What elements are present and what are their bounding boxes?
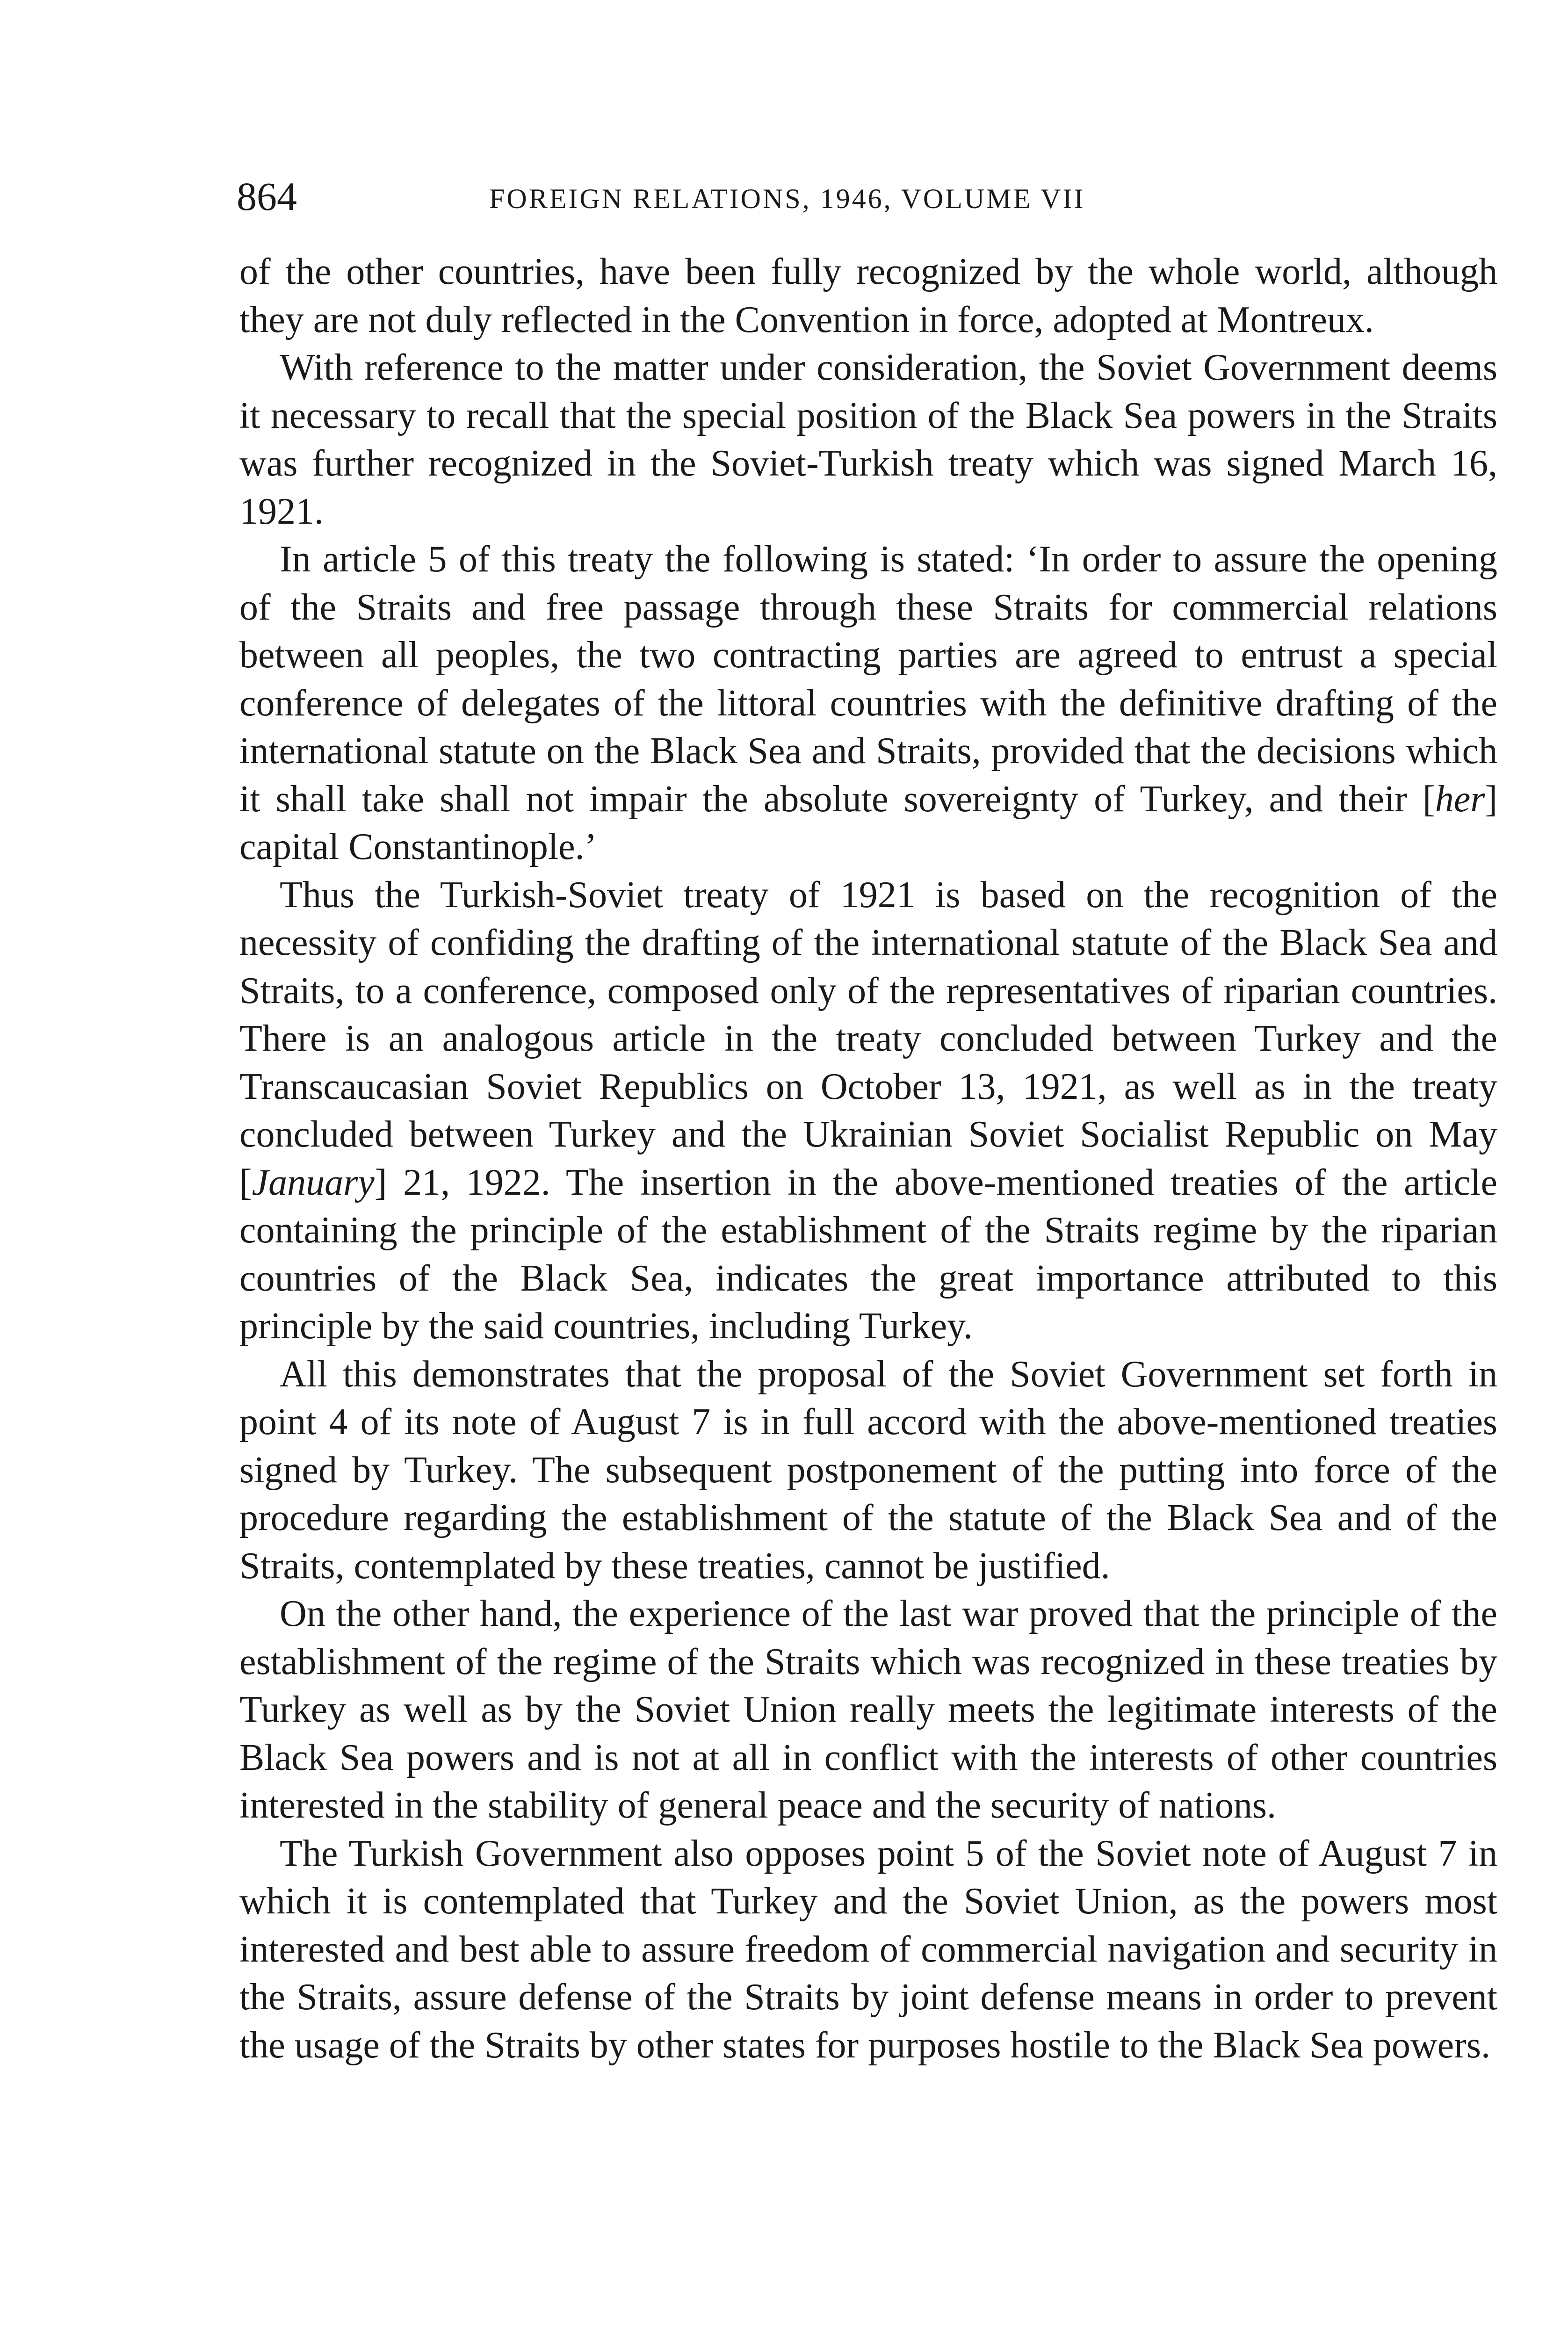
paragraph-4 [239,871,1497,1350]
paragraph-1-text: of the other countries, have been fully recognized by the whole world, although they are not duly reflected in the Convention in force, adopted at Montreux. [239,251,1497,340]
paragraph-3-text-after: ] capital Constantinople.’ [239,778,1497,867]
body-text [239,248,1497,2069]
paragraph-3 [239,535,1497,871]
paragraph-6 [239,1590,1497,1830]
paragraph-5 [239,1350,1497,1590]
paragraph-7-text: The Turkish Government also opposes point 5 of the Soviet note of August 7 in which it is contemplated that Turkey and the Soviet Union, as the powers most interested and best able to assure freedom of commercial navigation and security in the Straits, assure defense of the Straits by joint defense means in order to prevent the usage of the Straits by other states for purposes hostile to the Black Sea powers. [239,1833,1497,2066]
paragraph-2 [239,344,1497,535]
running-header [237,173,1317,224]
paragraph-7 [239,1830,1497,2070]
paragraph-4-italic-insertion: January [252,1162,375,1203]
paragraph-2-text: With reference to the matter under consideration, the Soviet Government deems it necessary to recall that the special position of the Black Sea powers in the Straits was further recognized in the Soviet-Turkish treaty which was signed March 16, 1921. [239,347,1497,532]
paragraph-5-text: All this demonstrates that the proposal of the Soviet Government set forth in point 4 of its note of August 7 is in full accord with the above-mentioned treaties signed by Turkey. The subsequent postponement of the putting into force of the procedure regarding the establishment of the statute of the Black Sea and of the Straits, contemplated by these treaties, cannot be justified. [239,1353,1497,1587]
paragraph-4-text-before: Thus the Turkish-Soviet treaty of 1921 is based on the recognition of the necessity of confiding the drafting of the international statute of the Black Sea and Straits, to a conference, composed only of the representatives of riparian countries. There is an analogous article in the treaty concluded between Turkey and the Transcaucasian Soviet Republics on October 13, 1921, as well as in the treaty concluded between Turkey and the Ukrainian Soviet Socialist Republic on May [ [239,874,1497,1203]
paragraph-6-text: On the other hand, the experience of the last war proved that the principle of the establishment of the regime of the Straits which was recognized in these treaties by Turkey as well as by the Soviet Union really meets the legitimate interests of the Black Sea powers and is not at all in conflict with the interests of other countries interested in the stability of general peace and the security of nations. [239,1593,1497,1826]
paragraph-3-text-before: In article 5 of this treaty the following is stated: ‘In order to assure the opening of the Straits and free passage through these Straits for commercial relations between all peoples, the two contracting parties are agreed to entrust a special conference of delegates of the littoral countries with the definitive drafting of the international statute on the Black Sea and Straits, provided that the decisions which it shall take shall not impair the absolute sovereignty of Turkey, and their [ [239,539,1497,820]
page-number: 864 [237,174,297,219]
paragraph-4-text-after: ] 21, 1922. The insertion in the above-mentioned treaties of the article containing the principle of the establishment of the Straits regime by the riparian countries of the Black Sea, indicates the great importance attributed to this principle by the said countries, including Turkey. [239,1162,1497,1347]
running-header-title: FOREIGN RELATIONS, 1946, VOLUME VII [489,183,1085,214]
paragraph-3-italic-insertion: her [1435,778,1485,820]
paragraph-1 [239,248,1497,344]
